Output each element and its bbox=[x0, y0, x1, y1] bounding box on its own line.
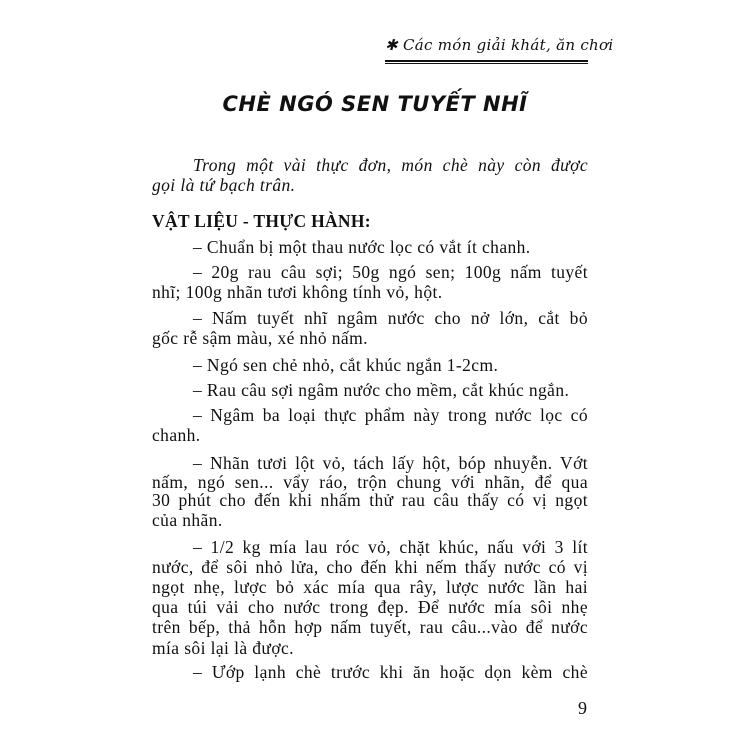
paragraph-line: gốc rễ sậm màu, xé nhỏ nấm. bbox=[152, 328, 368, 348]
header-rule bbox=[385, 60, 588, 62]
paragraph-line: 30 phút cho đến khi nhấm thử rau câu thấy có vị ngọt bbox=[152, 490, 588, 510]
running-header-text: Các món giải khát, ăn chơi bbox=[402, 36, 614, 54]
intro-line: Trong một vài thực đơn, món chè này còn được bbox=[193, 155, 588, 175]
paragraph-line: của nhãn. bbox=[152, 510, 223, 530]
paragraph-line: – Chuẩn bị một thau nước lọc có vắt ít chanh. bbox=[193, 237, 531, 257]
page-number: 9 bbox=[578, 698, 587, 718]
paragraph-line: – Nấm tuyết nhĩ ngâm nước cho nở lớn, cắt bỏ bbox=[193, 308, 588, 328]
intro-line: gọi là tứ bạch trân. bbox=[152, 175, 296, 195]
paragraph-line: chanh. bbox=[152, 425, 201, 445]
paragraph-line: nấm, ngó sen... vẩy ráo, trộn chung với nhãn, để qua bbox=[152, 472, 588, 492]
paragraph-line: trên bếp, thả hỗn hợp nấm tuyết, rau câu...vào để nước bbox=[152, 617, 588, 637]
paragraph-line: – 20g rau câu sợi; 50g ngó sen; 100g nấm tuyết bbox=[193, 262, 588, 282]
paragraph-line: – Ướp lạnh chè trước khi ăn hoặc dọn kèm chè bbox=[193, 662, 588, 682]
paragraph-line: mía sôi lại là được. bbox=[152, 638, 294, 658]
paragraph-line: – Ngâm ba loại thực phẩm này trong nước lọc có bbox=[193, 405, 588, 425]
paragraph-line: nhĩ; 100g nhãn tươi không tính vỏ, hột. bbox=[152, 282, 443, 302]
asterisk-icon: ✱ bbox=[385, 36, 398, 54]
running-header bbox=[385, 36, 614, 54]
paragraph-line: – 1/2 kg mía lau róc vỏ, chặt khúc, nấu với 3 lít bbox=[193, 537, 588, 557]
recipe-title: CHÈ NGÓ SEN TUYẾT NHĨ bbox=[222, 92, 528, 116]
paragraph-line: nước, để sôi nhỏ lửa, cho đến khi nếm thấy nước có vị bbox=[152, 557, 588, 577]
header-rule-thin bbox=[385, 63, 588, 64]
section-heading: VẬT LIỆU - THỰC HÀNH: bbox=[152, 211, 371, 231]
paragraph-line: qua túi vải cho nước trong đẹp. Để nước mía sôi nhẹ bbox=[152, 597, 588, 617]
paragraph-line: – Ngó sen chẻ nhỏ, cắt khúc ngắn 1-2cm. bbox=[193, 355, 499, 375]
paragraph-line: ngọt nhẹ, lược bỏ xác mía qua rây, lược nước lần hai bbox=[152, 577, 588, 597]
paragraph-line: – Rau câu sợi ngâm nước cho mềm, cắt khúc ngắn. bbox=[193, 380, 570, 400]
paragraph-line: – Nhãn tươi lột vỏ, tách lấy hột, bóp nhuyễn. Vớt bbox=[193, 453, 588, 473]
